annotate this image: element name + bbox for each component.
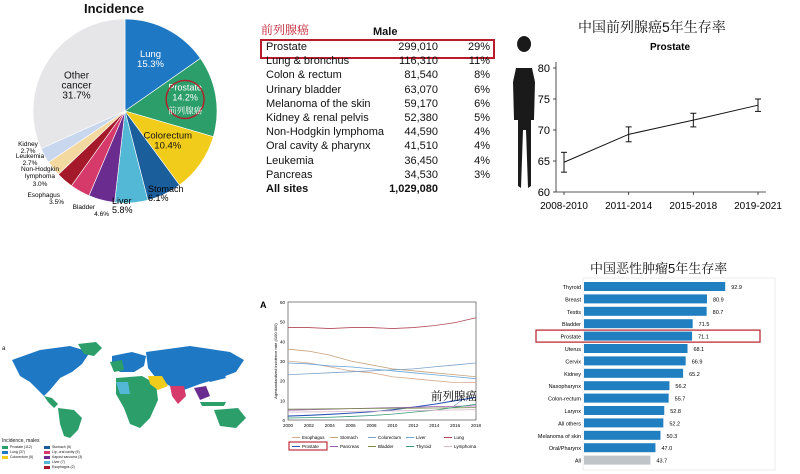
svg-text:Stomach: Stomach bbox=[340, 435, 358, 440]
trend-y-tick-label: 60 bbox=[279, 300, 285, 305]
pie-label-other-cancer bbox=[62, 70, 93, 101]
legend-label: Colorectum (5) bbox=[10, 455, 34, 459]
survival-bar-chart bbox=[530, 254, 800, 474]
bar-bladder bbox=[584, 319, 693, 328]
svg-text:Bladder: Bladder bbox=[378, 444, 394, 449]
bar-category-label: Prostate bbox=[560, 334, 581, 341]
table-row bbox=[258, 111, 498, 125]
trend-x-tick-label: 2004 bbox=[324, 423, 335, 428]
svg-text:Lung: Lung bbox=[139, 49, 162, 61]
legend-swatch bbox=[44, 456, 50, 459]
svg-text:Pancreas: Pancreas bbox=[340, 444, 360, 449]
trend-legend-item bbox=[444, 444, 477, 449]
trend-y-tick-label: 30 bbox=[279, 359, 285, 364]
bar-value-label: 68.1 bbox=[693, 347, 705, 353]
trend-y-tick-label: 10 bbox=[279, 398, 285, 404]
bar-melanoma-of-skin bbox=[584, 431, 660, 440]
svg-text:Colorectum: Colorectum bbox=[143, 130, 193, 142]
y-tick-label: 80 bbox=[537, 63, 550, 75]
svg-text:Esophagus: Esophagus bbox=[27, 192, 60, 199]
svg-text:Other: Other bbox=[64, 70, 90, 82]
south-america-shape bbox=[58, 408, 82, 438]
trend-x-tick-label: 2016 bbox=[450, 423, 461, 428]
svg-text:lymphoma: lymphoma bbox=[25, 173, 55, 180]
cell-count: 52,380 bbox=[404, 112, 438, 124]
svg-text:Liver: Liver bbox=[112, 196, 132, 206]
pie-label-non-hodgkin-lymphoma bbox=[21, 166, 59, 188]
table-row bbox=[258, 83, 498, 97]
svg-text:4.6%: 4.6% bbox=[94, 211, 109, 218]
trend-legend-item bbox=[292, 444, 319, 449]
india-shape bbox=[170, 386, 186, 404]
cell-count: 299,010 bbox=[398, 41, 438, 53]
prostate-cn-label: 前列腺癌 bbox=[168, 105, 203, 116]
cell-count: 44,590 bbox=[404, 126, 438, 139]
svg-text:Bladder: Bladder bbox=[72, 204, 95, 211]
svg-text:3.0%: 3.0% bbox=[32, 181, 48, 188]
trend-x-tick-label: 2002 bbox=[303, 423, 314, 428]
svg-text:14.2%: 14.2% bbox=[172, 92, 198, 103]
cell-site: Pancreas bbox=[266, 168, 313, 181]
pie-label-esophagus bbox=[27, 192, 64, 206]
cell-count: 36,450 bbox=[404, 154, 438, 167]
bar-category-label: Breast bbox=[565, 297, 581, 304]
incidence-pie-panel bbox=[0, 0, 250, 220]
trend-series-stomach bbox=[288, 349, 476, 377]
cell-site: Urinary bladder bbox=[266, 83, 342, 96]
bar-category-label: All others bbox=[558, 421, 581, 428]
pie-label-lung bbox=[137, 49, 164, 70]
bar-testis bbox=[584, 307, 707, 316]
bar-all bbox=[584, 456, 650, 465]
bar-value-label: 71.1 bbox=[698, 334, 709, 341]
svg-text:Kidney: Kidney bbox=[18, 141, 38, 148]
pie-label-prostate bbox=[168, 82, 202, 102]
trend-y-tick-label: 40 bbox=[279, 339, 285, 345]
pie-label-bladder bbox=[73, 204, 110, 218]
bar-all-others bbox=[584, 418, 663, 427]
pie-label-leukemia bbox=[16, 153, 45, 167]
svg-text:15.3%: 15.3% bbox=[137, 59, 164, 71]
bar-category-label: Bladder bbox=[562, 322, 581, 329]
map-legend-item bbox=[2, 450, 25, 455]
table-row bbox=[258, 168, 498, 182]
legend-swatch bbox=[44, 466, 50, 469]
cell-site: Prostate bbox=[266, 41, 307, 53]
cell-percent: 5% bbox=[474, 112, 490, 124]
cell-site: Leukemia bbox=[266, 154, 314, 167]
australia-shape bbox=[214, 408, 246, 428]
legend-swatch bbox=[2, 456, 8, 459]
cell-count: 59,170 bbox=[404, 97, 438, 110]
survival-chart-title: 中国前列腺癌5年生存率 bbox=[578, 19, 726, 35]
svg-text:Non-Hodgkin: Non-Hodgkin bbox=[21, 166, 59, 173]
cell-count: 63,070 bbox=[404, 83, 438, 96]
legend-swatch bbox=[44, 451, 50, 454]
bar-value-label: 71.5 bbox=[698, 322, 710, 329]
bar-value-label: 55.7 bbox=[674, 396, 686, 403]
trend-panel-letter: A bbox=[260, 300, 267, 310]
svg-text:5.8%: 5.8% bbox=[112, 205, 133, 215]
bar-value-label: 52.2 bbox=[669, 421, 681, 428]
legend-swatch bbox=[2, 451, 8, 454]
cell-site: Colon & rectum bbox=[266, 69, 342, 82]
table-row bbox=[258, 40, 498, 54]
cancer-survival-bars-panel bbox=[530, 254, 800, 474]
bar-value-label: 50.3 bbox=[666, 433, 678, 440]
human-silhouette bbox=[513, 36, 535, 188]
map-panel-letter: a bbox=[2, 346, 6, 352]
legend-label: Lung (37) bbox=[10, 450, 25, 454]
map-legend-item bbox=[44, 450, 80, 455]
bar-category-label: All bbox=[574, 458, 581, 465]
incidence-trend-panel bbox=[258, 296, 498, 474]
cell-percent: 29% bbox=[467, 41, 490, 53]
north-america-shape bbox=[12, 346, 90, 396]
trend-y-tick-label: 20 bbox=[279, 378, 285, 384]
bar-prostate bbox=[584, 332, 692, 341]
cell-site: Kidney & renal pelvis bbox=[266, 112, 369, 124]
survival-chart-subtitle: Prostate bbox=[649, 42, 691, 53]
bar-value-label: 66.9 bbox=[691, 359, 703, 366]
bar-nasopharynx bbox=[584, 381, 669, 390]
trend-y-tick-label: 50 bbox=[279, 319, 285, 325]
x-tick-label: 2008-2010 bbox=[540, 201, 588, 212]
trend-x-tick-label: 2006 bbox=[345, 423, 356, 428]
cell-percent: 6% bbox=[474, 97, 490, 110]
map-legend-item bbox=[44, 460, 65, 465]
svg-text:Prostate: Prostate bbox=[168, 82, 202, 93]
bar-colon-rectum bbox=[584, 394, 669, 403]
x-tick-label: 2015-2018 bbox=[669, 201, 718, 212]
map-legend-item bbox=[2, 445, 32, 450]
cell-percent: 8% bbox=[474, 69, 490, 82]
table-title: Male bbox=[373, 26, 398, 38]
cell-percent: 4% bbox=[474, 154, 490, 167]
map-legend-item bbox=[2, 455, 33, 460]
male-incidence-table bbox=[258, 18, 498, 194]
svg-text:Colorectum: Colorectum bbox=[378, 435, 402, 440]
trend-legend-item bbox=[292, 435, 325, 440]
bar-category-label: Cervix bbox=[565, 359, 581, 366]
trend-legend-item bbox=[330, 444, 360, 449]
world-map bbox=[0, 338, 255, 438]
survival-line bbox=[564, 105, 758, 162]
bar-value-label: 92.9 bbox=[731, 285, 742, 291]
map-legend bbox=[2, 445, 112, 471]
bar-value-label: 80.9 bbox=[712, 297, 724, 304]
map-legend-item bbox=[44, 455, 82, 460]
cell-site: Lung & bronchus bbox=[266, 55, 350, 68]
bar-category-label: Testis bbox=[566, 309, 581, 316]
legend-swatch bbox=[44, 446, 50, 449]
legend-swatch bbox=[2, 446, 8, 449]
table-cn-title: 前列腺癌 bbox=[261, 23, 310, 37]
svg-text:6.1%: 6.1% bbox=[148, 193, 169, 203]
bar-category-label: Colon-rectum bbox=[547, 396, 581, 403]
pie-chart bbox=[0, 0, 250, 220]
error-bar bbox=[561, 152, 567, 172]
bar-category-label: Kidney bbox=[564, 371, 581, 378]
bar-value-label: 65.2 bbox=[689, 371, 700, 378]
table-row bbox=[258, 154, 498, 168]
svg-text:31.7%: 31.7% bbox=[62, 90, 91, 102]
pie-title: Incidence bbox=[84, 1, 144, 16]
y-tick-label: 65 bbox=[537, 156, 550, 168]
incidence-trend-chart bbox=[258, 296, 498, 474]
table-row bbox=[258, 182, 498, 196]
bar-category-label: Melanoma of skin bbox=[537, 433, 581, 440]
bar-uterus bbox=[584, 344, 688, 353]
bar-larynx bbox=[584, 406, 664, 415]
bar-cervix bbox=[584, 356, 686, 365]
svg-text:10.4%: 10.4% bbox=[154, 140, 182, 152]
survival-trend-panel bbox=[498, 10, 800, 220]
trend-series-lung bbox=[288, 318, 476, 329]
trend-legend-item bbox=[444, 435, 465, 440]
bar-category-label: Nasopharynx bbox=[548, 384, 581, 391]
trend-legend-item bbox=[406, 444, 432, 449]
bar-value-label: 43.7 bbox=[656, 458, 668, 465]
table-row bbox=[258, 97, 498, 111]
table-row bbox=[258, 54, 498, 68]
pie-label-liver bbox=[112, 196, 133, 215]
legend-label: Prostate (112) bbox=[10, 445, 32, 449]
bar-category-label: Larynx bbox=[564, 409, 581, 415]
southeast-asia-shape bbox=[194, 386, 210, 400]
legend-label: Lip, oral cavity (5) bbox=[52, 450, 80, 454]
trend-y-label: Agestandardized incidence rate (/100 000) bbox=[273, 323, 278, 399]
cell-site: Melanoma of the skin bbox=[266, 97, 371, 110]
svg-text:Stomach: Stomach bbox=[148, 184, 184, 194]
y-tick-label: 70 bbox=[537, 125, 550, 137]
svg-text:Leukemia: Leukemia bbox=[15, 153, 45, 160]
bar-kidney bbox=[584, 369, 683, 378]
trend-x-tick-label: 2014 bbox=[429, 423, 440, 428]
table-row bbox=[258, 139, 498, 153]
survival-line-chart bbox=[498, 10, 800, 220]
cell-percent: 6% bbox=[474, 83, 490, 96]
legend-label: Liver (7) bbox=[52, 460, 65, 464]
map-legend-title: Incidence, males bbox=[2, 438, 40, 444]
trend-y-tick-label: 0 bbox=[282, 418, 285, 423]
indonesia-shape bbox=[200, 402, 226, 406]
y-tick-label: 60 bbox=[537, 187, 550, 199]
svg-text:2.7%: 2.7% bbox=[20, 148, 36, 155]
y-tick-label: 75 bbox=[537, 94, 550, 106]
world-map-panel bbox=[0, 338, 255, 474]
bar-category-label: Oral/Pharynx bbox=[548, 446, 581, 453]
legend-label: Esophagus (2) bbox=[52, 465, 75, 469]
svg-text:Esophagus: Esophagus bbox=[302, 435, 325, 440]
svg-text:Lymphoma: Lymphoma bbox=[454, 444, 477, 449]
map-legend-item bbox=[44, 445, 71, 450]
cell-count: 1,029,080 bbox=[389, 183, 438, 195]
table-row bbox=[258, 125, 498, 139]
cell-percent: 3% bbox=[474, 168, 490, 181]
legend-swatch bbox=[44, 461, 50, 464]
cell-count: 41,510 bbox=[404, 140, 438, 153]
x-tick-label: 2011-2014 bbox=[605, 201, 653, 212]
trend-x-tick-label: 2010 bbox=[387, 423, 398, 428]
cell-site: Oral cavity & pharynx bbox=[266, 140, 371, 153]
central-america-shape bbox=[44, 396, 58, 408]
svg-text:cancer: cancer bbox=[61, 80, 92, 92]
bar-breast bbox=[584, 294, 707, 303]
trend-legend-item bbox=[368, 444, 394, 449]
trend-legend-item bbox=[330, 435, 358, 440]
trend-legend-item bbox=[368, 435, 401, 440]
map-legend-item bbox=[44, 465, 75, 470]
legend-label: Kaposi sarcoma (3) bbox=[52, 455, 83, 459]
svg-text:Liver: Liver bbox=[416, 435, 426, 440]
trend-prostate-annotation: 前列腺癌 bbox=[431, 391, 477, 403]
cell-percent: 11% bbox=[468, 55, 490, 68]
cell-site: All sites bbox=[266, 183, 309, 195]
cell-count: 116,310 bbox=[399, 55, 438, 68]
bar-category-label: Thyroid bbox=[562, 285, 581, 291]
western-europe-shape bbox=[110, 360, 124, 372]
bar-value-label: 47.0 bbox=[661, 446, 673, 453]
trend-x-tick-label: 2000 bbox=[282, 423, 294, 428]
cell-count: 81,540 bbox=[404, 69, 438, 82]
bar-category-label: Uterus bbox=[564, 347, 581, 353]
cell-count: 34,530 bbox=[404, 168, 438, 181]
svg-text:3.5%: 3.5% bbox=[49, 199, 64, 206]
trend-legend-item bbox=[406, 435, 426, 440]
trend-x-tick-label: 2018 bbox=[470, 423, 482, 428]
cell-percent: 4% bbox=[474, 140, 490, 153]
trend-x-tick-label: 2008 bbox=[366, 423, 377, 428]
svg-text:Thyroid: Thyroid bbox=[416, 444, 432, 449]
bar-thyroid bbox=[584, 282, 725, 291]
bar-chart-title: 中国恶性肿瘤5年生存率 bbox=[590, 261, 728, 276]
svg-text:Prostate: Prostate bbox=[302, 444, 319, 449]
svg-text:Lung: Lung bbox=[454, 435, 465, 440]
bar-value-label: 56.2 bbox=[675, 384, 687, 391]
bar-value-label: 80.7 bbox=[712, 309, 724, 316]
cell-site: Non-Hodgkin lymphoma bbox=[266, 126, 384, 139]
x-tick-label: 2019-2021 bbox=[734, 201, 782, 212]
bar-value-label: 52.8 bbox=[670, 409, 681, 415]
trend-x-tick-label: 2012 bbox=[408, 423, 419, 428]
legend-label: Stomach (6) bbox=[52, 445, 72, 449]
svg-text:2.7%: 2.7% bbox=[22, 160, 38, 167]
table-row bbox=[258, 68, 498, 82]
pie-label-stomach bbox=[148, 184, 184, 203]
cell-percent: 4% bbox=[474, 126, 490, 139]
bar-oral-pharynx bbox=[584, 443, 655, 452]
